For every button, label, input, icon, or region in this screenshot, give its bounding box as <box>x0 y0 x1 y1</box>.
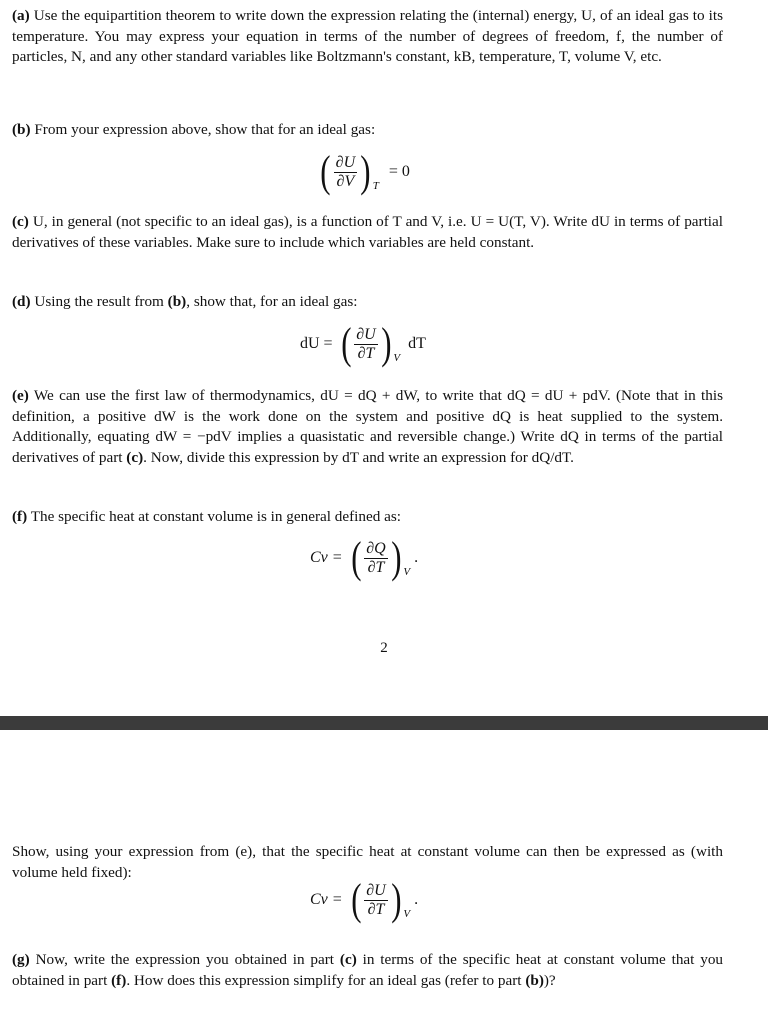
part-c-label: (c) <box>12 213 29 230</box>
part-g-label: (g) <box>12 951 30 968</box>
part-d-text-post: , show that, for an ideal gas: <box>186 293 358 310</box>
eq-b-rhs: = 0 <box>388 163 410 180</box>
eq-f-denominator: ∂T <box>367 558 385 576</box>
part-b-label: (b) <box>12 121 31 138</box>
eq-d-subscript: V <box>393 352 401 364</box>
part-e-text: We can use the first law of thermodynamics, dU = dQ + dW, to write that dQ = dU + pdV. (Note that in this definition, a positive dW is the work done on the system and positive dQ is heat supplied to the system. Additionally, equating dW = −pdV implies a quasistatic and reversible change.) Write dQ in terms of the partial derivatives of part <box>12 387 723 466</box>
equation-b: ( $\frac{\partial U}{\partial V}$ ) T = 0 <box>320 147 410 196</box>
part-g-ref2: (f) <box>111 971 127 989</box>
part-g-text-mid2: . How does this expression simplify for an ideal gas (refer to part <box>126 971 526 989</box>
eq-cv-numerator: ∂U <box>366 881 386 899</box>
part-a-label: (a) <box>12 7 30 24</box>
part-d-ref: (b) <box>167 293 187 310</box>
eq-d-rhs: dT <box>408 335 426 352</box>
eq-cv-subscript: V <box>403 908 411 920</box>
part-d <box>12 292 723 313</box>
part-f-label: (f) <box>12 508 28 525</box>
part-g-ref1: (c) <box>339 951 357 968</box>
part-g-text-pre: Now, write the expression you obtained in part <box>29 951 340 968</box>
part-g-ref3: (b) <box>525 971 544 989</box>
part-g-text-post: )? <box>543 971 556 989</box>
part-b <box>12 120 723 141</box>
page-number: 2 <box>380 640 388 656</box>
eq-b-numerator: ∂U <box>335 153 356 171</box>
continuation <box>12 842 723 883</box>
eq-d-denominator: ∂T <box>357 344 375 362</box>
part-d-text-pre: Using the result from <box>30 293 168 310</box>
equation-d: dU = ( $\frac{\partial U}{\partial T}$ ) V dT <box>300 319 426 368</box>
part-a <box>12 6 723 68</box>
part-f <box>12 507 723 528</box>
part-c <box>12 212 723 253</box>
part-a-text: Use the equipartition theorem to write down the expression relating the (internal) energy, U, of an ideal gas to its temperature. You may express your equation in terms of the number of degrees of freedom, f, the number of particles, N, and any other standard variables like Boltzmann's constant, kB, temperature, T, volume V, etc. <box>12 7 723 65</box>
eq-cv-denominator: ∂T <box>367 900 385 918</box>
eq-b-subscript: T <box>372 180 379 192</box>
continuation-text: Show, using your expression from (e), that the specific heat at constant volume can then be expressed as (with volume held fixed): <box>12 843 723 881</box>
eq-f-numerator: ∂Q <box>366 539 386 557</box>
eq-f-lhs: Cv = <box>310 549 343 566</box>
eq-b-denominator: ∂V <box>336 172 355 190</box>
eq-cv-lhs: Cv = <box>310 891 343 908</box>
part-g <box>12 950 723 991</box>
equation-f: Cv = ( $\frac{\partial Q}{\partial T}$ ) V . <box>310 533 419 582</box>
eq-d-numerator: ∂U <box>356 325 376 343</box>
part-d-label: (d) <box>12 293 31 310</box>
part-e-ref: (c) <box>126 448 144 466</box>
eq-d-lhs: dU = <box>300 335 333 352</box>
part-b-text: From your expression above, show that for an ideal gas: <box>30 121 376 138</box>
eq-cv-rhs: . <box>414 891 419 908</box>
part-g-text-mid1: in terms of the specific heat at constant volume that you obtained in part <box>12 951 724 989</box>
equation-cv: Cv = ( $\frac{\partial U}{\partial T}$ ) V . <box>310 875 419 924</box>
page-divider <box>0 716 768 730</box>
page-bottom <box>0 730 768 1024</box>
part-c-text: U, in general (not specific to an ideal gas), is a function of T and V, i.e. U = U(T, V). Write dU in terms of partial derivatives of these variables. Make sure to include which variables are held constant. <box>12 213 723 251</box>
part-e <box>12 386 723 468</box>
part-e-text-post: . Now, divide this expression by dT and write an expression for dQ/dT. <box>143 448 574 466</box>
eq-f-rhs: . <box>414 549 419 566</box>
part-e-label: (e) <box>12 387 29 404</box>
part-f-text: The specific heat at constant volume is in general defined as: <box>27 508 401 525</box>
eq-f-subscript: V <box>403 566 411 578</box>
